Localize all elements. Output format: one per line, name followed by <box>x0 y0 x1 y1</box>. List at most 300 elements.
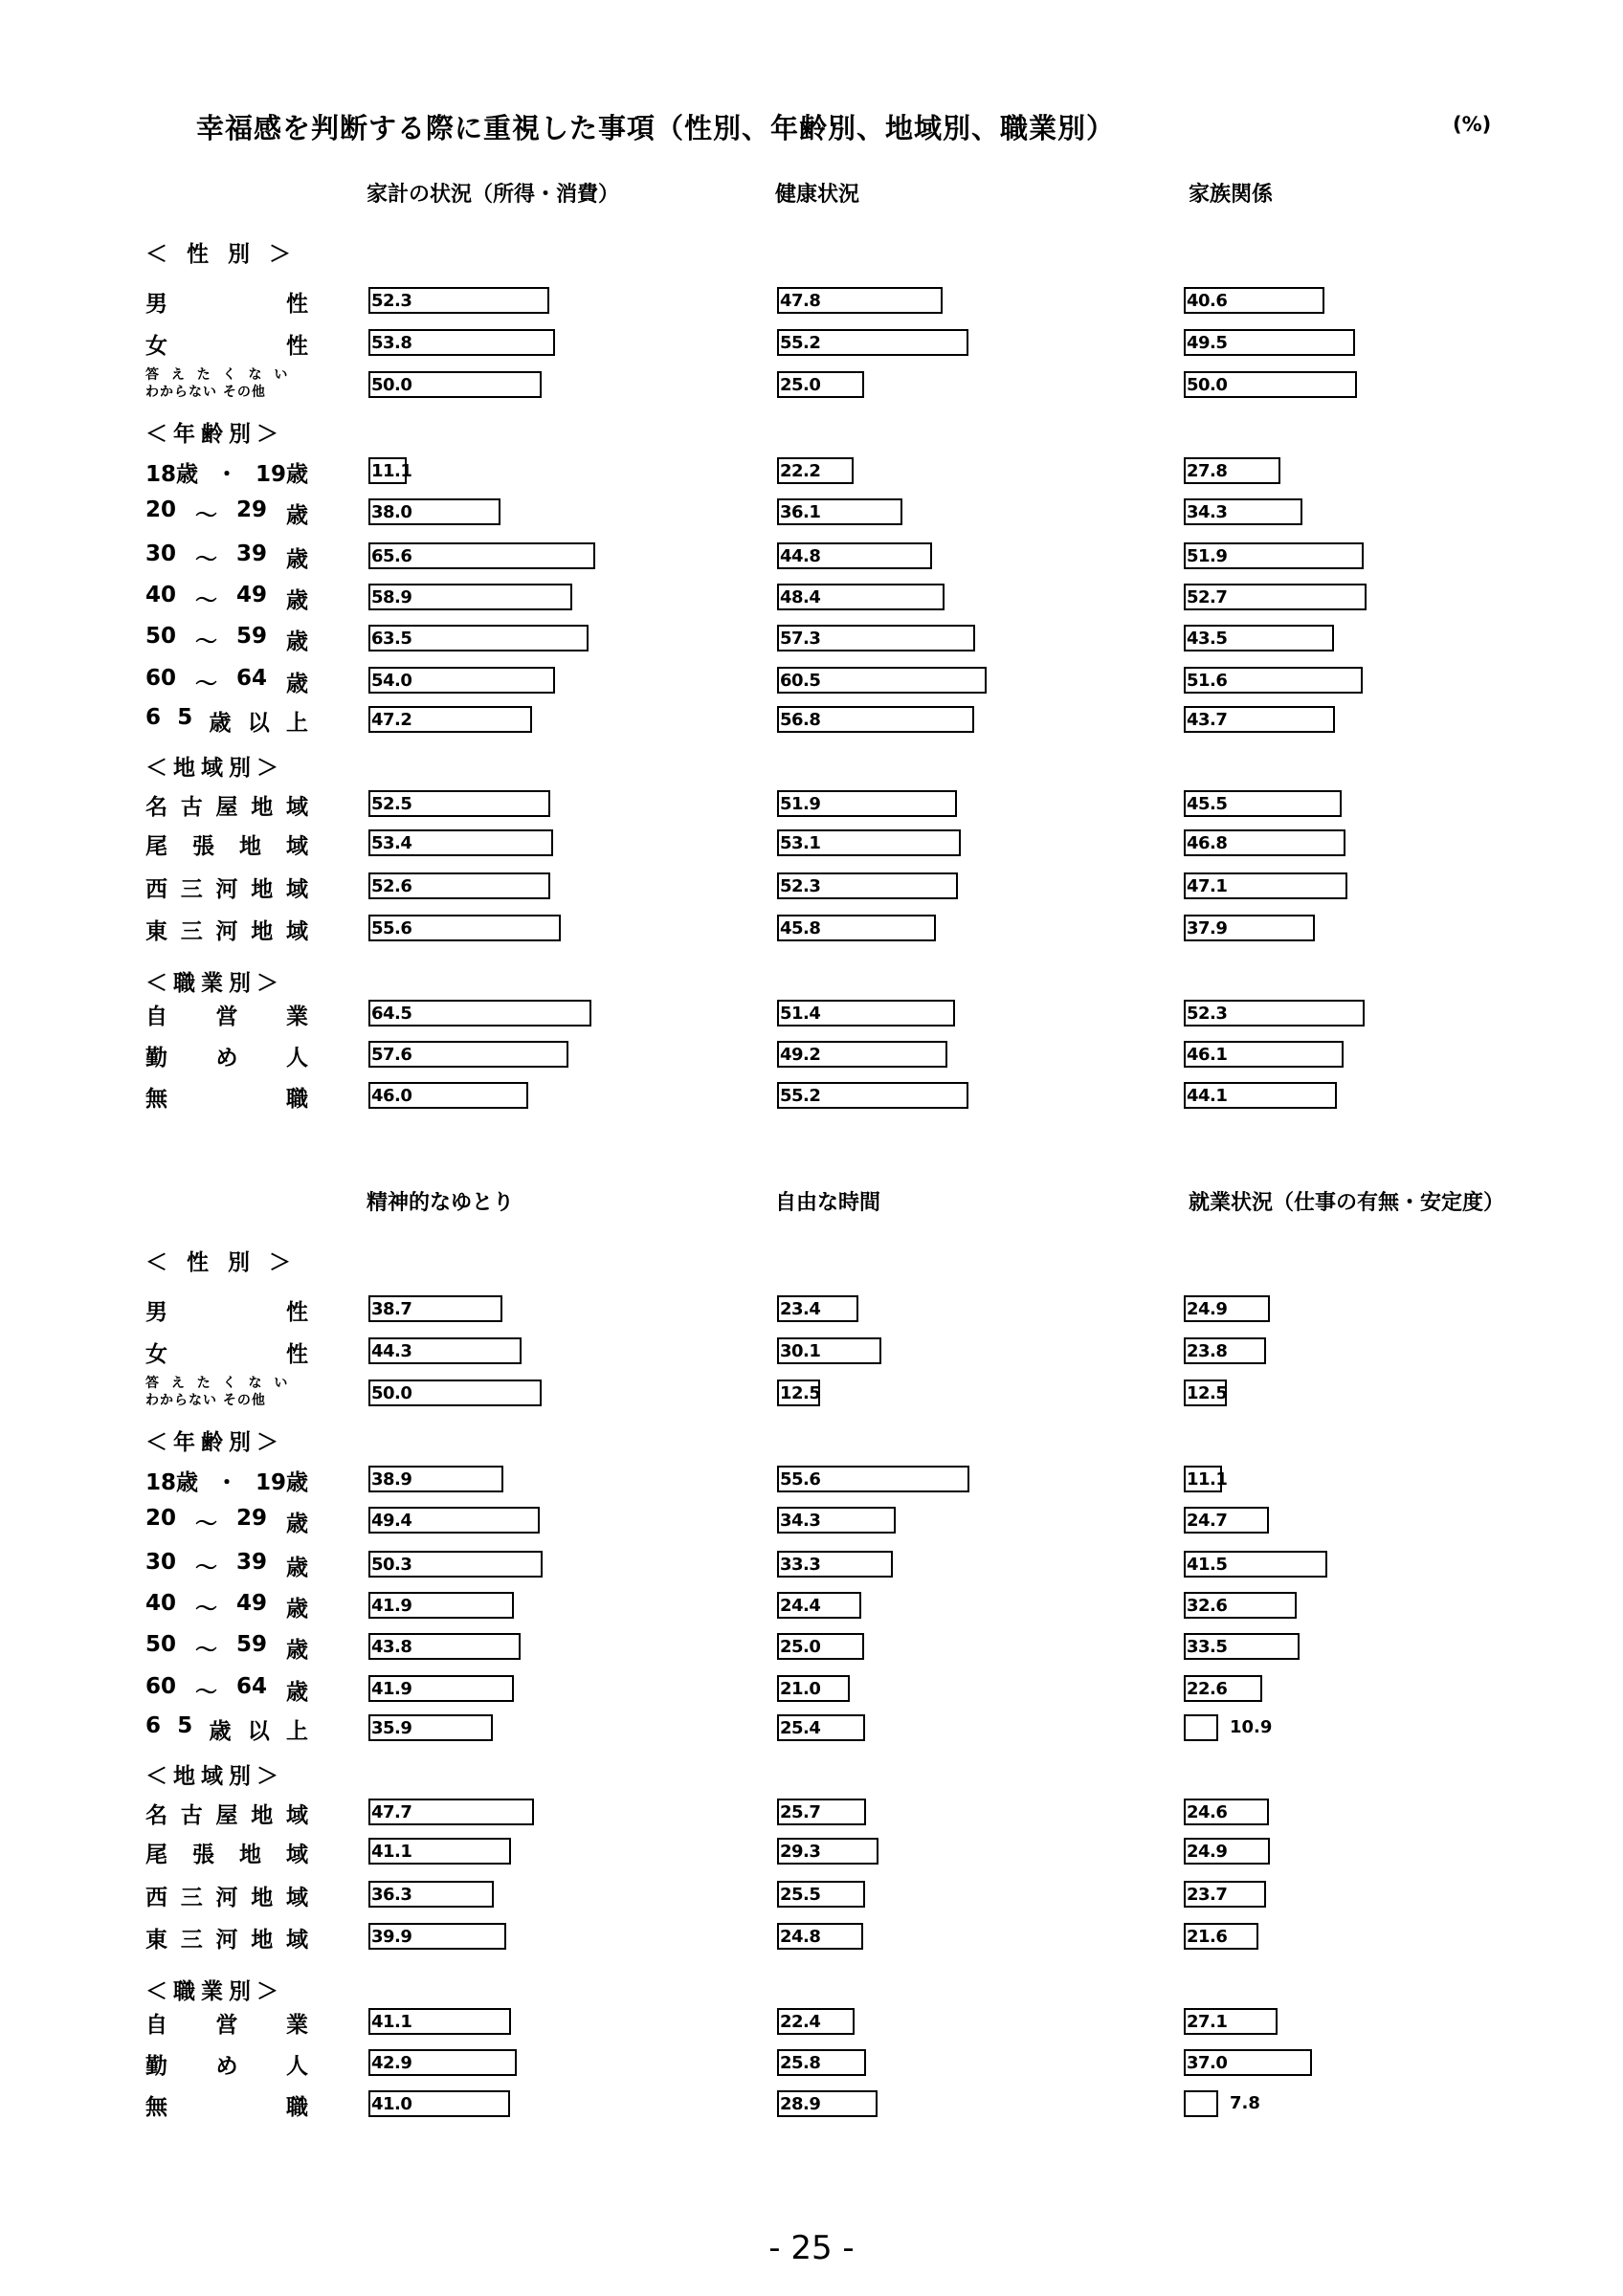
bar-c4-7 <box>368 1633 521 1660</box>
bar-value-label: 55.2 <box>780 1086 821 1106</box>
row-label-part: 答 え た く な い <box>145 1376 292 1391</box>
bar-value-label: 39.9 <box>371 1927 412 1947</box>
bar-c3-12 <box>1184 872 1347 899</box>
bar-value-label: 51.6 <box>1187 671 1228 691</box>
row-label-part: 古 <box>180 795 203 820</box>
bar-value-label: 34.3 <box>780 1511 821 1531</box>
bar-c6-5 <box>1184 1551 1327 1578</box>
bar-c6-15 <box>1184 2049 1312 2076</box>
bar-value-label: 23.7 <box>1187 1885 1228 1905</box>
row-label-part: 歳 <box>285 672 308 696</box>
bar-value-label: 41.9 <box>371 1679 412 1699</box>
row-label-p2-8 <box>145 1591 308 1623</box>
row-label-p1-10 <box>145 666 308 697</box>
bar-value-label: 46.0 <box>371 1086 412 1106</box>
bar-c5-9 <box>777 1714 865 1741</box>
bar-value-label: 47.1 <box>1187 876 1228 896</box>
row-label-part: 18歳 <box>145 1470 199 1495</box>
row-label-p1-16 <box>145 914 308 945</box>
bar-value-label: 49.5 <box>1187 333 1228 353</box>
column-header-3: 家族関係 <box>1189 183 1274 207</box>
bar-c3-4 <box>1184 498 1302 525</box>
bar-c3-11 <box>1184 829 1345 856</box>
bar-value-label: 40.6 <box>1187 291 1228 311</box>
row-label-part: 男 <box>145 292 167 317</box>
bar-c2-2 <box>777 371 864 398</box>
row-label-p1-2 <box>145 328 308 360</box>
row-label-p1-8 <box>145 583 308 614</box>
bar-c4-12 <box>368 1881 494 1908</box>
bar-value-label: 44.8 <box>780 546 821 566</box>
row-label-part: め <box>215 1046 238 1071</box>
bar-c5-3 <box>777 1466 969 1492</box>
bar-c1-15 <box>368 1041 568 1068</box>
bar-value-label: 41.1 <box>371 2012 412 2032</box>
bar-c3-8 <box>1184 667 1363 694</box>
bar-value-label: 55.6 <box>371 918 412 938</box>
row-label-part: 歳 <box>285 1512 308 1536</box>
bar-c4-4 <box>368 1507 540 1534</box>
bar-c3-7 <box>1184 625 1334 651</box>
bar-c3-13 <box>1184 915 1315 941</box>
bar-c4-15 <box>368 2049 517 2076</box>
row-label-part: 域 <box>286 795 308 820</box>
row-label-part: ・ <box>215 1470 238 1495</box>
bar-c1-14 <box>368 1000 591 1027</box>
bar-value-label: 38.0 <box>371 502 412 522</box>
bar-c5-6 <box>777 1592 861 1619</box>
bar-c1-12 <box>368 872 550 899</box>
bar-value-label: 22.6 <box>1187 1679 1228 1699</box>
bar-c5-11 <box>777 1838 878 1865</box>
bar-c6-13 <box>1184 1923 1258 1950</box>
row-label-part: 30 <box>145 541 177 566</box>
bar-value-label: 48.4 <box>780 587 821 607</box>
row-label-part: 歳 <box>209 711 232 736</box>
bar-value-label: 46.1 <box>1187 1045 1228 1065</box>
bar-value-label: 55.2 <box>780 333 821 353</box>
bar-c2-7 <box>777 625 975 651</box>
row-label-part: 59 <box>235 624 267 649</box>
row-label-part: 地 <box>251 1928 274 1953</box>
bar-c3-1 <box>1184 329 1355 356</box>
bar-c5-4 <box>777 1507 896 1534</box>
row-label-part: 営 <box>215 2013 238 2038</box>
row-label-p2-1 <box>145 1294 308 1326</box>
bar-value-label: 30.1 <box>780 1341 821 1361</box>
bar-c2-4 <box>777 498 902 525</box>
bar-c1-7 <box>368 625 589 651</box>
bar-value-label: 53.8 <box>371 333 412 353</box>
bar-c6-4 <box>1184 1507 1269 1534</box>
bar-value-label: 47.8 <box>780 291 821 311</box>
row-label-p1-14 <box>145 828 308 860</box>
row-label-p1-13 <box>145 789 308 821</box>
bar-value-label: 47.2 <box>371 710 412 730</box>
row-label-part: 自 <box>145 1004 167 1029</box>
row-label-part: 性 <box>286 1342 308 1367</box>
row-label-part: わからない その他 <box>145 1393 266 1408</box>
bar-value-label: 44.3 <box>371 1341 412 1361</box>
row-label-part: 歳 <box>285 1597 308 1622</box>
bar-c4-1 <box>368 1337 522 1364</box>
bar-value-label: 41.0 <box>371 2094 412 2114</box>
page-number: - 25 - <box>768 2229 855 2267</box>
bar-c3-9 <box>1184 706 1335 733</box>
bar-c1-2 <box>368 371 542 398</box>
bar-value-label: 41.5 <box>1187 1555 1228 1575</box>
row-label-p2-14 <box>145 1837 308 1868</box>
bar-value-label: 34.3 <box>1187 502 1228 522</box>
row-label-part: 無 <box>145 2095 167 2120</box>
row-label-part: 歳 <box>285 547 308 572</box>
bar-c1-9 <box>368 706 532 733</box>
bar-c3-14 <box>1184 1000 1365 1027</box>
row-label-p2-18 <box>145 2007 308 2039</box>
row-label-part: 河 <box>215 919 238 944</box>
bar-value-label: 25.4 <box>780 1718 821 1738</box>
row-label-text: ＜地域別＞ <box>145 756 284 781</box>
bar-value-label: 12.5 <box>780 1383 821 1403</box>
row-label-part: 地 <box>251 919 274 944</box>
bar-value-label: 52.5 <box>371 794 412 814</box>
row-label-part: 東 <box>145 919 167 944</box>
bar-value-label: 36.3 <box>371 1885 412 1905</box>
row-label-part: 以 <box>247 711 270 736</box>
row-label-part: 50 <box>145 1632 177 1657</box>
bar-c5-16 <box>777 2090 878 2117</box>
row-label-p1-7 <box>145 541 308 573</box>
row-label-part: 域 <box>286 1928 308 1953</box>
row-label-p1-20 <box>145 1081 308 1113</box>
bar-c6-14 <box>1184 2008 1278 2035</box>
row-label-p2-17 <box>145 1974 308 2005</box>
bar-value-label: 37.9 <box>1187 918 1228 938</box>
row-label-part: 上 <box>285 711 308 736</box>
row-label-part: ～ <box>195 672 217 696</box>
bar-c1-11 <box>368 829 553 856</box>
bar-c6-7 <box>1184 1633 1300 1660</box>
bar-value-label: 55.6 <box>780 1469 821 1490</box>
row-label-part: 地 <box>239 1843 261 1867</box>
bar-value-label: 11.1 <box>1187 1469 1228 1490</box>
bar-c1-3 <box>368 457 412 484</box>
row-label-part: 歳 <box>285 629 308 654</box>
row-label-part: ～ <box>195 1680 217 1705</box>
bar-c6-10 <box>1184 1799 1269 1825</box>
bar-c3-6 <box>1184 584 1367 610</box>
row-label-part: 人 <box>286 2054 308 2079</box>
row-label-part: ～ <box>195 503 217 528</box>
row-label-p1-6 <box>145 497 308 529</box>
bar-value-label: 53.1 <box>780 833 821 853</box>
bar-c5-15 <box>777 2049 866 2076</box>
bar-value-label: 49.2 <box>780 1045 821 1065</box>
bar-value-label: 46.8 <box>1187 833 1228 853</box>
row-label-p2-0 <box>145 1245 308 1276</box>
row-label-p2-12 <box>145 1758 308 1790</box>
bar-value-label: 53.4 <box>371 833 412 853</box>
row-label-text: ＜ 性 別 ＞ <box>145 1250 298 1275</box>
bar-value-label: 50.0 <box>371 375 412 395</box>
bar-value-label: 24.7 <box>1187 1511 1228 1531</box>
bar-c2-5 <box>777 542 932 569</box>
bar-c1-6 <box>368 584 572 610</box>
row-label-part: 答 え た く な い <box>145 367 292 383</box>
row-label-p1-17 <box>145 965 308 997</box>
row-label-part: 49 <box>235 1591 267 1616</box>
bar-c4-11 <box>368 1838 511 1865</box>
bar-c4-10 <box>368 1799 534 1825</box>
row-label-p1-3 <box>145 366 308 401</box>
bar-value-label: 43.8 <box>371 1637 412 1657</box>
row-label-part: 域 <box>286 877 308 902</box>
bar-value-label: 12.5 <box>1187 1383 1228 1403</box>
row-label-part: 古 <box>180 1803 203 1828</box>
bar-c1-16 <box>368 1082 528 1109</box>
bar-value-label: 24.9 <box>1187 1842 1228 1862</box>
row-label-part: 河 <box>215 1928 238 1953</box>
bar-value-label: 52.7 <box>1187 587 1228 607</box>
row-label-p2-19 <box>145 2048 308 2080</box>
row-label-part: 無 <box>145 1087 167 1112</box>
row-label-p1-5 <box>145 456 308 488</box>
row-label-p2-5 <box>145 1465 308 1496</box>
bar-c2-8 <box>777 667 987 694</box>
bar-c3-2 <box>1184 371 1357 398</box>
bar-c2-10 <box>777 790 957 817</box>
bar-value-label: 41.1 <box>371 1842 412 1862</box>
bar-value-label: 52.6 <box>371 876 412 896</box>
row-label-part: 39 <box>235 1550 267 1575</box>
row-label-part: 20 <box>145 1506 177 1531</box>
row-label-part: 歳 <box>285 1680 308 1705</box>
bar-c5-0 <box>777 1295 858 1322</box>
bar-value-label: 52.3 <box>1187 1004 1228 1024</box>
row-label-part: 屋 <box>215 795 238 820</box>
row-label-part: 性 <box>286 292 308 317</box>
row-label-part: 職 <box>286 1087 308 1112</box>
bar-value-label: 51.9 <box>1187 546 1228 566</box>
bar-value-label: 65.6 <box>371 546 412 566</box>
bar-value-label: 50.0 <box>371 1383 412 1403</box>
bar-value-label: 35.9 <box>371 1718 412 1738</box>
row-label-p2-13 <box>145 1798 308 1829</box>
row-label-part: 人 <box>286 1046 308 1071</box>
row-label-part: 60 <box>145 1674 177 1699</box>
bar-value-label: 27.8 <box>1187 461 1228 481</box>
bar-c4-8 <box>368 1675 514 1702</box>
row-label-part: 地 <box>251 1886 274 1910</box>
row-label-part: 域 <box>286 834 308 859</box>
bar-c2-16 <box>777 1082 968 1109</box>
bar-c5-1 <box>777 1337 881 1364</box>
row-label-p2-6 <box>145 1506 308 1537</box>
bar-c1-8 <box>368 667 555 694</box>
row-label-p2-16 <box>145 1922 308 1954</box>
row-label-part: わからない その他 <box>145 385 266 400</box>
bar-c1-10 <box>368 790 550 817</box>
bar-value-label: 52.3 <box>780 876 821 896</box>
bar-value-label: 42.9 <box>371 2053 412 2073</box>
column-header-6: 就業状況（仕事の有無・安定度） <box>1189 1191 1505 1215</box>
row-label-part: 60 <box>145 666 177 691</box>
bar-value-label: 24.8 <box>780 1927 821 1947</box>
row-label-part: 名 <box>145 1803 167 1828</box>
bar-c1-5 <box>368 542 595 569</box>
row-label-part: 20 <box>145 497 177 522</box>
bar-c2-1 <box>777 329 968 356</box>
bar-value-label: 54.0 <box>371 671 412 691</box>
row-label-p1-15 <box>145 872 308 903</box>
bar-value-label: 7.8 <box>1230 2093 1260 2113</box>
bar-value-label: 63.5 <box>371 629 412 649</box>
row-label-part: 40 <box>145 1591 177 1616</box>
row-label-text: ＜職業別＞ <box>145 1979 284 2004</box>
bar-value-label: 23.8 <box>1187 1341 1228 1361</box>
row-label-part: ～ <box>195 547 217 572</box>
bar-c4-6 <box>368 1592 514 1619</box>
row-label-p2-10 <box>145 1674 308 1706</box>
row-label-part: 歳 <box>285 1638 308 1663</box>
row-label-p1-1 <box>145 286 308 318</box>
bar-value-label: 64.5 <box>371 1004 412 1024</box>
row-label-part: 59 <box>235 1632 267 1657</box>
row-label-text: ＜ 性 別 ＞ <box>145 242 298 267</box>
bar-value-label: 45.8 <box>780 918 821 938</box>
row-label-part: 河 <box>215 877 238 902</box>
bar-value-label: 21.0 <box>780 1679 821 1699</box>
bar-value-label: 32.6 <box>1187 1596 1228 1616</box>
bar-c3-3 <box>1184 457 1280 484</box>
bar-value-label: 45.5 <box>1187 794 1228 814</box>
row-label-part: 19歳 <box>255 1470 308 1495</box>
row-label-text: ＜職業別＞ <box>145 971 284 996</box>
bar-c5-8 <box>777 1675 850 1702</box>
row-label-part: 49 <box>235 583 267 607</box>
row-label-part: 歳 <box>209 1719 232 1744</box>
bar-c5-12 <box>777 1881 865 1908</box>
row-label-part: 5 <box>177 1713 193 1738</box>
bar-value-label: 51.4 <box>780 1004 821 1024</box>
bar-c3-10 <box>1184 790 1342 817</box>
bar-c2-6 <box>777 584 945 610</box>
row-label-part: 29 <box>235 1506 267 1531</box>
bar-c4-14 <box>368 2008 511 2035</box>
row-label-part: 西 <box>145 1886 167 1910</box>
row-label-part: ～ <box>195 629 217 654</box>
bar-c5-2 <box>777 1380 820 1406</box>
bar-c3-15 <box>1184 1041 1344 1068</box>
row-label-part: 性 <box>286 1300 308 1325</box>
bar-c6-0 <box>1184 1295 1270 1322</box>
row-label-part: 40 <box>145 583 177 607</box>
bar-value-label: 33.3 <box>780 1555 821 1575</box>
bar-c4-13 <box>368 1923 506 1950</box>
bar-value-label: 43.5 <box>1187 629 1228 649</box>
row-label-part: 19歳 <box>255 462 308 487</box>
bar-c2-0 <box>777 287 943 314</box>
bar-value-label: 25.8 <box>780 2053 821 2073</box>
row-label-part: 50 <box>145 624 177 649</box>
column-header-5: 自由な時間 <box>775 1191 881 1215</box>
bar-c5-5 <box>777 1551 893 1578</box>
row-label-p2-9 <box>145 1632 308 1664</box>
bar-value-label: 24.9 <box>1187 1299 1228 1319</box>
row-label-p2-4 <box>145 1424 308 1456</box>
row-label-part: 6 <box>145 705 162 730</box>
bar-value-label: 10.9 <box>1230 1717 1273 1737</box>
row-label-part: 上 <box>285 1719 308 1744</box>
bar-c4-0 <box>368 1295 502 1322</box>
bar-c2-3 <box>777 457 854 484</box>
row-label-part: 女 <box>145 1342 167 1367</box>
bar-value-label: 41.9 <box>371 1596 412 1616</box>
row-label-part: 職 <box>286 2095 308 2120</box>
bar-c6-9 <box>1184 1714 1218 1741</box>
column-header-1: 家計の状況（所得・消費） <box>367 183 620 207</box>
row-label-part: 30 <box>145 1550 177 1575</box>
bar-value-label: 24.6 <box>1187 1802 1228 1822</box>
bar-c6-11 <box>1184 1838 1270 1865</box>
row-label-part: 6 <box>145 1713 162 1738</box>
bar-c1-1 <box>368 329 555 356</box>
row-label-part: 歳 <box>285 588 308 613</box>
bar-c4-2 <box>368 1380 542 1406</box>
row-label-part: 自 <box>145 2013 167 2038</box>
bar-value-label: 58.9 <box>371 587 412 607</box>
row-label-part: 29 <box>235 497 267 522</box>
row-label-p1-11 <box>145 705 308 737</box>
bar-value-label: 25.0 <box>780 1637 821 1657</box>
row-label-part: 勤 <box>145 1046 167 1071</box>
row-label-part: 河 <box>215 1886 238 1910</box>
row-label-part: 地 <box>239 834 261 859</box>
bar-value-label: 36.1 <box>780 502 821 522</box>
bar-value-label: 21.6 <box>1187 1927 1228 1947</box>
row-label-part: 尾 <box>145 1843 167 1867</box>
row-label-text: ＜年齢別＞ <box>145 1430 284 1455</box>
row-label-part: 尾 <box>145 834 167 859</box>
bar-value-label: 49.4 <box>371 1511 412 1531</box>
row-label-part: ～ <box>195 1556 217 1580</box>
row-label-part: 64 <box>235 1674 267 1699</box>
bar-c4-16 <box>368 2090 510 2117</box>
row-label-part: ～ <box>195 588 217 613</box>
row-label-p1-4 <box>145 416 308 448</box>
row-label-part: 三 <box>180 877 203 902</box>
row-label-part: ～ <box>195 1512 217 1536</box>
bar-value-label: 52.3 <box>371 291 412 311</box>
row-label-part: 性 <box>286 334 308 359</box>
row-label-part: 張 <box>192 1843 214 1867</box>
bar-value-label: 44.1 <box>1187 1086 1228 1106</box>
bar-value-label: 51.9 <box>780 794 821 814</box>
row-label-part: 男 <box>145 1300 167 1325</box>
bar-value-label: 47.7 <box>371 1802 412 1822</box>
bar-c4-9 <box>368 1714 493 1741</box>
row-label-part: め <box>215 2054 238 2079</box>
row-label-part: 地 <box>251 795 274 820</box>
row-label-part: 域 <box>286 1886 308 1910</box>
bar-value-label: 27.1 <box>1187 2012 1228 2032</box>
bar-c2-12 <box>777 872 958 899</box>
bar-c6-3 <box>1184 1466 1228 1492</box>
bar-value-label: 57.3 <box>780 629 821 649</box>
row-label-p2-2 <box>145 1336 308 1368</box>
row-label-part: 業 <box>286 1004 308 1029</box>
bar-value-label: 23.4 <box>780 1299 821 1319</box>
